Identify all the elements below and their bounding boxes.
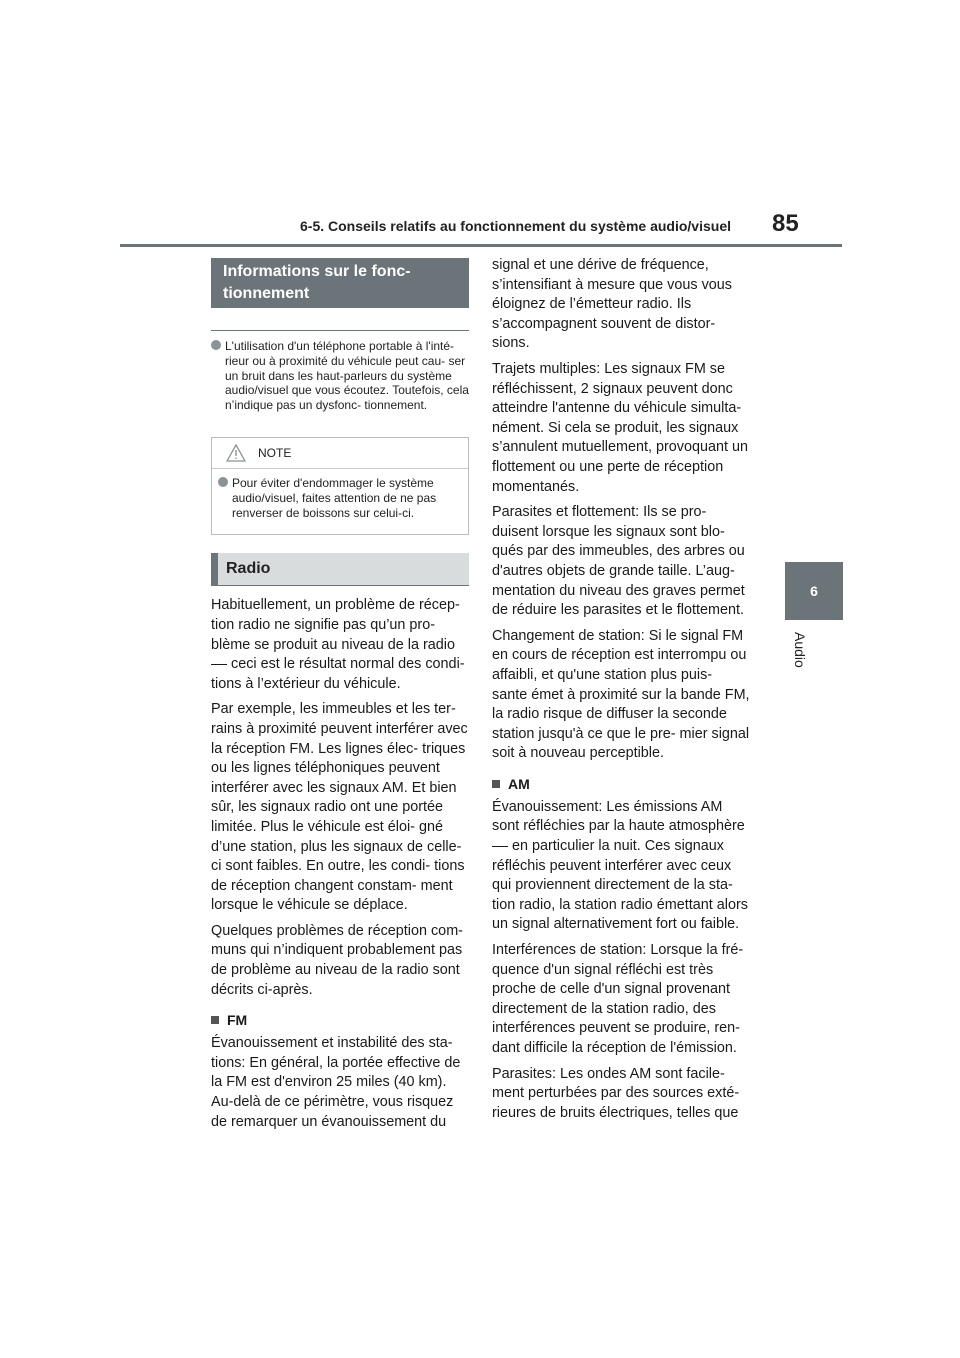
square-bullet-icon [492, 780, 500, 788]
chapter-label [780, 632, 820, 692]
radio-paragraph-3: Quelques problèmes de réception com- muns qui n’indiquent probablement pas de problème au niveau de la radio sont décrits ci-après. [211, 922, 463, 998]
chapter-number: 6 [810, 583, 818, 599]
fm-fading-paragraph [211, 1034, 469, 1132]
fm-station-swap-paragraph: Changement de station: Si le signal FM en cours de réception est interrompu ou affaibli, et qu'une station plus puis- sante émet à proximité sur la bande FM, la radio risque de diffuser la seconde station jusqu'à ce que le pre- mier signal soit à nouveau perceptible. [492, 627, 750, 762]
fm-heading-text: FM [227, 1012, 248, 1029]
header-section-title: 6-5. Conseils relatifs au fonctionnement du système audio/visuel [300, 218, 731, 234]
warning-triangle-icon [226, 444, 246, 467]
info-section-rule [211, 330, 469, 331]
am-static-paragraph: Parasites: Les ondes AM sont facile- ment perturbées par des sources exté- rieures de bruits électriques, telles que [492, 1065, 740, 1121]
radio-paragraph-2: Par exemple, les immeubles et les ter- rains à proximité peuvent interférer avec la réception FM. Les lignes élec- triques ou les lignes téléphoniques peuvent interférer avec les signaux AM. Et bien sûr, les signaux radio ont une portée limitée. Plus le véhicule est éloi- gné d’une station, plus les signaux de celle-ci sont faibles. En outre, les condi- tions de réception changent constam- ment lorsque le véhicule se déplace. [211, 701, 468, 914]
info-bullet [211, 339, 469, 413]
note-title: NOTE [258, 445, 292, 460]
fm-heading [211, 1012, 469, 1028]
fm-static-paragraph: Parasites et flottement: Ils se pro- duisent lorsque les signaux sont blo- qués par des immeubles, des arbres ou d'autres objets de grande taille. L’aug- mentation du niveau des graves permet de réduire les parasites et le flottement. [492, 504, 745, 619]
am-interference-paragraph: Interférences de station: Lorsque la fré- quence d'un signal réfléchi est très proche de celle d'un signal provenant directement de la station radio, des interférences peuvent se produire, ren- dant difficile la réception de l'émission. [492, 942, 744, 1056]
header-rule [120, 244, 842, 247]
am-fading-paragraph [492, 798, 750, 935]
square-bullet-icon [211, 1016, 219, 1024]
radio-intro-b: ceci est le résultat normal des condi- tions à l’extérieur du véhicule. [211, 656, 465, 692]
info-section-heading: Informations sur le fonc- tionnement [211, 258, 469, 308]
fm-multipath-paragraph: Trajets multiples: Les signaux FM se réfléchissent, 2 signaux peuvent donc atteindre l'antenne du véhicule simulta- nément. Si cela se produit, les signaux s’annulent mutuellement, provoquant un flottement ou une perte de réception momentanés. [492, 361, 749, 495]
fm-fading-text: Évanouissement et instabilité des sta- tions: En général, la portée effective de la FM est d'environ 25 miles (40 km). Au-delà de ce périmètre, vous risquez de remarquer un évanouissement du [211, 1035, 461, 1130]
right-column [492, 256, 750, 1129]
fm-fading-continued-text: signal et une dérive de fréquence, s’intensifiant à mesure que vous vous éloignez de l’émetteur radio. Ils s’accompagnent souvent de distor- sions. [492, 256, 732, 352]
am-fading-b: en particulier la nuit. Ces signaux réfléchis peuvent interférer avec ceux qui proviennent directement de la sta- tion radio, la station radio émettant alors un signal alternativement fort ou faible. [492, 838, 748, 933]
page-number: 85 [772, 210, 799, 237]
bullet-dot-icon [211, 340, 221, 350]
radio-section-heading [211, 553, 469, 585]
note-bullet [218, 476, 460, 520]
left-column [211, 258, 469, 1138]
radio-intro-a: Habituellement, un problème de récep- tion radio ne signifie pas qu’un pro- blème se produit au niveau de la radio [211, 597, 460, 653]
am-heading-text: AM [508, 775, 530, 792]
em-dash-line [492, 846, 508, 847]
chapter-tab[interactable] [785, 562, 843, 620]
bullet-dot-icon [218, 477, 228, 487]
note-bullet-text: Pour éviter d'endommager le système audio/visuel, faites attention de ne pas renverser de boissons sur celui-ci. [232, 475, 437, 520]
radio-intro [211, 596, 469, 694]
info-bullet-text: L'utilisation d'un téléphone portable à l'inté- rieur ou à proximité du véhicule peut cau- ser un bruit dans les haut-parleurs du système audio/visuel que vous écoutez. Toutefois, cela n’indique pas un dysfonc- tionnement. [225, 339, 469, 413]
am-heading [492, 776, 750, 792]
note-header [212, 438, 468, 469]
note-box [211, 437, 469, 535]
em-dash-line [211, 664, 227, 665]
fm-fading-continued [492, 256, 750, 354]
chapter-label-text: Audio [792, 632, 808, 668]
am-fading-a: Évanouissement: Les émissions AM sont réfléchies par la haute atmosphère [492, 798, 745, 835]
radio-heading-text: Radio [226, 560, 271, 578]
